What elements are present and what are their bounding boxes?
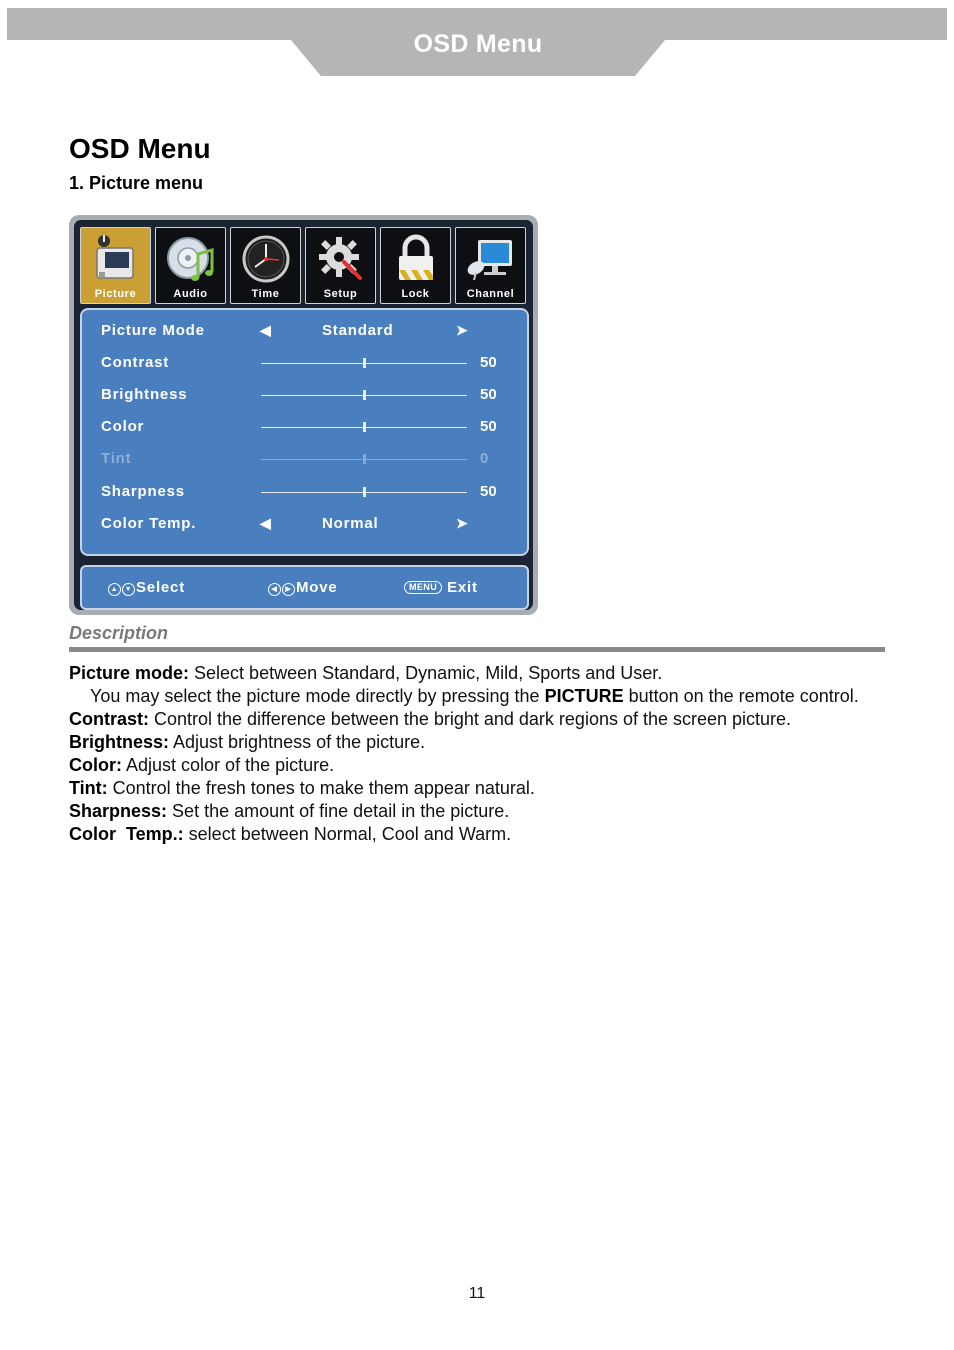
option-value: Normal [322, 515, 379, 532]
desc-sharpness: Sharpness: Set the amount of fine detail in the picture. [69, 801, 510, 821]
picture-settings-panel [80, 308, 529, 556]
tab-setup[interactable] [305, 227, 376, 304]
hint-select-label: Select [136, 579, 185, 596]
desc-contrast: Contrast: Control the difference between the bright and dark regions of the screen picture. [69, 709, 792, 729]
slider-thumb[interactable] [363, 390, 366, 400]
row-brightness[interactable] [82, 380, 527, 410]
left-arrow-icon: ◀ [268, 583, 281, 596]
tab-label: Channel [466, 288, 515, 300]
hint-select [108, 579, 185, 596]
desc-color-temp: Color Temp.: select between Normal, Cool and Warm. [69, 824, 512, 844]
description-divider [69, 647, 885, 652]
hint-move-label: Move [296, 579, 338, 596]
picture-icon [89, 232, 143, 286]
row-label: Color [101, 418, 145, 435]
osd-screenshot [69, 215, 538, 615]
page-number: 11 [468, 1285, 486, 1302]
option-value: Standard [322, 322, 394, 339]
tab-picture[interactable] [80, 227, 151, 304]
up-arrow-icon: ▲ [108, 583, 121, 596]
row-label: Sharpness [101, 483, 185, 500]
menu-key-icon: MENU [404, 581, 442, 594]
lock-icon [389, 232, 443, 286]
slider-thumb[interactable] [363, 422, 366, 432]
row-label: Picture Mode [101, 322, 205, 339]
slider-value: 50 [480, 418, 497, 435]
row-label: Tint [101, 450, 132, 467]
right-arrow-icon: ▶ [282, 583, 295, 596]
arrow-left-icon[interactable]: ◀ [260, 515, 271, 531]
tab-audio[interactable] [155, 227, 226, 304]
row-sharpness[interactable] [82, 477, 527, 507]
osd-frame [74, 220, 533, 610]
row-picture-mode[interactable] [82, 316, 527, 346]
tab-channel[interactable] [455, 227, 526, 304]
gear-icon [314, 232, 368, 286]
tab-lock[interactable] [380, 227, 451, 304]
page-title: OSD Menu [69, 133, 211, 164]
arrow-right-icon[interactable]: ➤ [456, 322, 468, 338]
slider-value: 50 [480, 386, 497, 403]
description-label: Description [69, 623, 169, 643]
hint-exit-label: Exit [447, 579, 478, 596]
desc-tint: Tint: Control the fresh tones to make them appear natural. [69, 778, 535, 798]
row-contrast[interactable] [82, 348, 527, 378]
hint-move [268, 579, 338, 596]
tab-time[interactable] [230, 227, 301, 304]
description-body [69, 662, 885, 846]
slider-value: 50 [480, 354, 497, 371]
osd-footer-hints [80, 565, 529, 610]
tab-label: Audio [173, 288, 208, 300]
slider-value: 50 [480, 483, 497, 500]
arrow-right-icon[interactable]: ➤ [456, 515, 468, 531]
slider-thumb [363, 454, 366, 464]
row-label: Color Temp. [101, 515, 197, 532]
hint-exit [404, 579, 478, 596]
section-title: 1. Picture menu [69, 173, 204, 193]
slider-thumb[interactable] [363, 487, 366, 497]
down-arrow-icon: ▼ [122, 583, 135, 596]
tab-label: Picture [94, 288, 137, 300]
slider-thumb[interactable] [363, 358, 366, 368]
row-color[interactable] [82, 412, 527, 442]
desc-color: Color: Adjust color of the picture. [69, 755, 335, 775]
tab-label: Setup [323, 288, 358, 300]
tab-label: Time [251, 288, 280, 300]
tab-label: Lock [401, 288, 430, 300]
slider-value: 0 [480, 450, 489, 467]
audio-icon [164, 232, 218, 286]
header-title: OSD Menu [413, 30, 543, 58]
clock-icon [239, 232, 293, 286]
arrow-left-icon[interactable]: ◀ [260, 322, 271, 338]
row-label: Brightness [101, 386, 188, 403]
row-color-temp[interactable] [82, 509, 527, 539]
channel-icon [464, 232, 518, 286]
desc-picture-mode: Picture mode: Select between Standard, Dynamic, Mild, Sports and User. [69, 663, 663, 683]
desc-brightness: Brightness: Adjust brightness of the picture. [69, 732, 426, 752]
desc-picture-button-note: You may select the picture mode directly by pressing the PICTURE button on the remote control. [90, 686, 859, 706]
osd-tab-bar [80, 227, 529, 305]
row-tint [82, 444, 527, 474]
row-label: Contrast [101, 354, 170, 371]
